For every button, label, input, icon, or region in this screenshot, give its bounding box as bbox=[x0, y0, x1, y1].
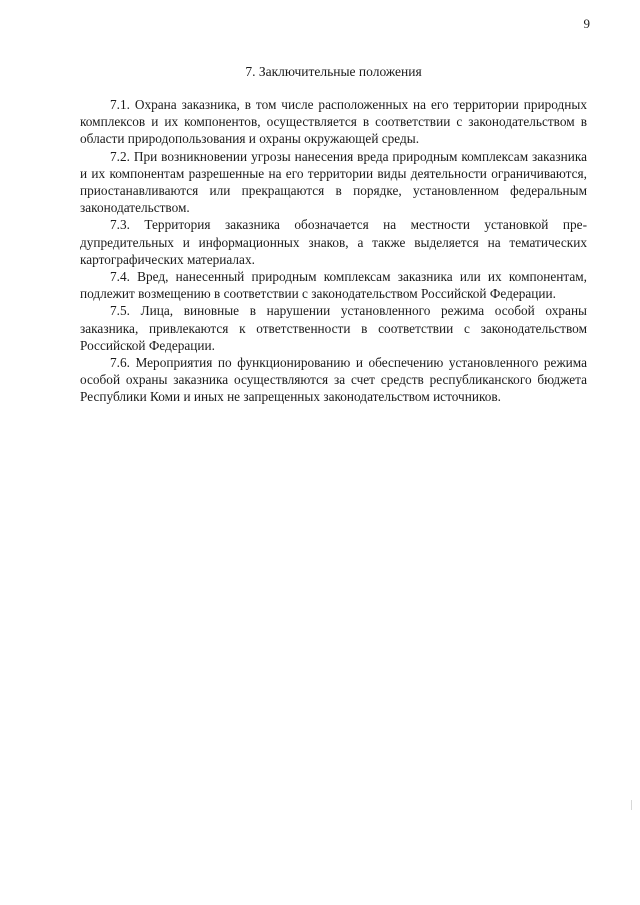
paragraph-7-1: 7.1. Охрана заказника, в том числе расположенных на его территории природных комплексов и их компонентов, осуществляется в соответствии с законодательством в области природопользования и охраны окружающей среды. bbox=[80, 97, 587, 147]
paragraph-7-3: 7.3. Территория заказника обозначается на местности установкой предупредительных и информационных знаков, а также выделяется на тематических картографических материалах. bbox=[80, 217, 587, 267]
section-title: 7. Заключительные положения bbox=[245, 64, 422, 79]
paragraph-7-4: 7.4. Вред, нанесенный природным комплексам заказника или их компонентам, подлежит возмещению в соответствии с законодательством Российской Федерации. bbox=[80, 269, 587, 302]
scan-artifact bbox=[631, 800, 632, 810]
paragraph-7-2: 7.2. При возникновении угрозы нанесения вреда природным комплексам заказника и их компонентам разрешенные на его территории виды деятельности ограничиваются, приостанавливаются или прекращаются в порядке, установленном федеральным законодательством. bbox=[80, 148, 587, 216]
paragraph-7-5: 7.5. Лица, виновные в нарушении установленного режима особой охраны заказника, привлекаются к ответственности в соответствии с законодательством Российской Федерации. bbox=[80, 303, 587, 353]
document-body bbox=[80, 96, 587, 406]
paragraph-7-6: 7.6. Мероприятия по функционированию и обеспечению установленного режима особой охраны заказника осуществляются за счет средств республиканского бюджета Республики Коми и иных не запрещенных законодательством источников. bbox=[80, 355, 587, 405]
page-number: 9 bbox=[583, 16, 590, 31]
